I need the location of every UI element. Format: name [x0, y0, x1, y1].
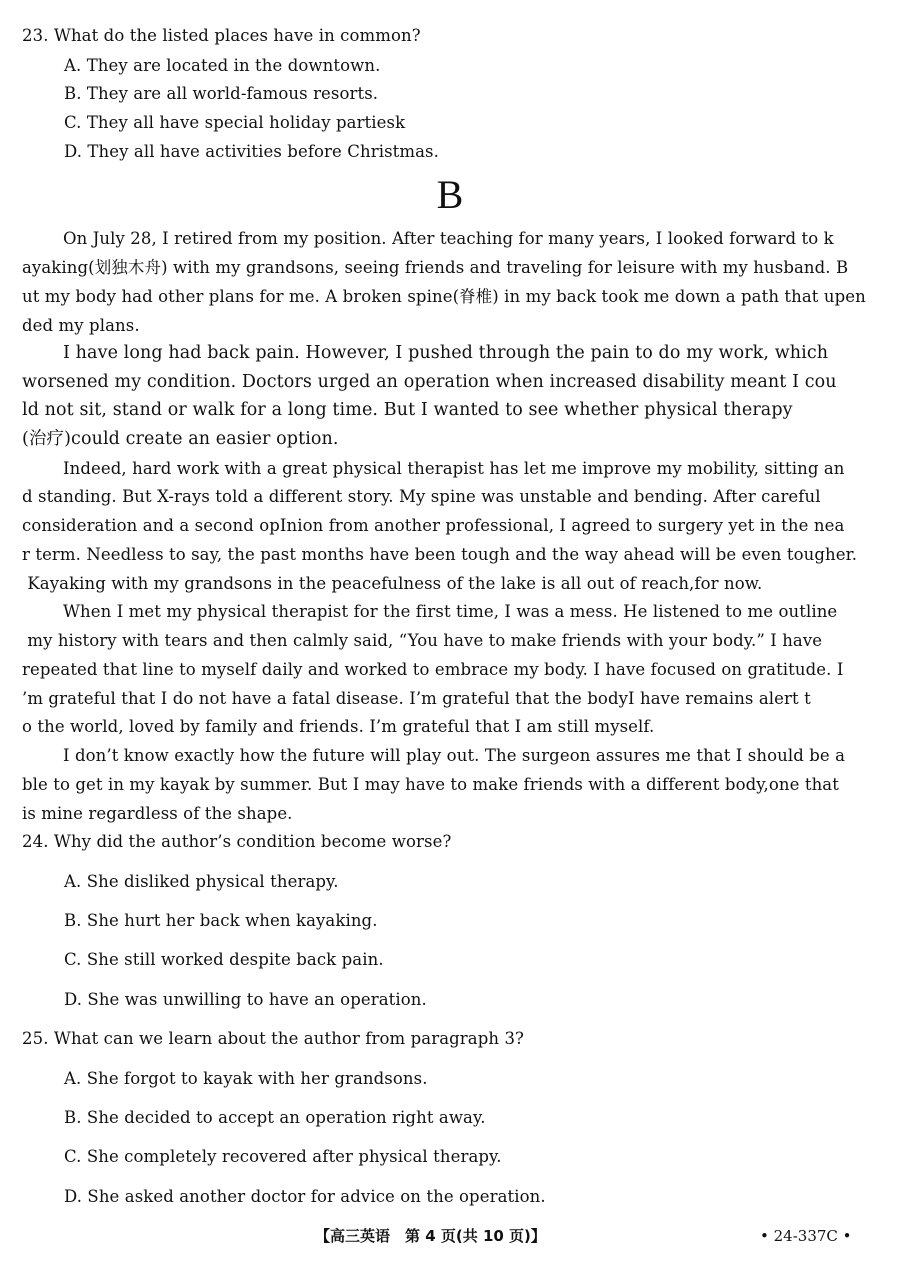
passage-line: is mine regardless of the shape. [22, 804, 293, 823]
passage-line: (治疗)could create an easier option. [22, 429, 339, 449]
passage-line: o the world, loved by family and friends. I’m grateful that I am still myself. [22, 717, 655, 736]
page-footer-label: 【高三英语 第 4 页(共 10 页)】 [315, 1227, 546, 1245]
passage-line: d standing. But X-rays told a different story. My spine was unstable and bending. After careful [22, 487, 821, 506]
question-24-option-c: C. She still worked despite back pain. [64, 950, 384, 969]
passage-line: worsened my condition. Doctors urged an operation when increased disability meant I cou [22, 372, 837, 392]
passage-line: ble to get in my kayak by summer. But I may have to make friends with a different body,one that [22, 775, 839, 794]
passage-line: repeated that line to myself daily and worked to embrace my body. I have focused on gratitude. I [22, 660, 844, 679]
question-25-option-b: B. She decided to accept an operation right away. [64, 1108, 486, 1127]
passage-line: consideration and a second opInion from another professional, I agreed to surgery yet in the nea [22, 516, 845, 535]
passage-line: ’m grateful that I do not have a fatal disease. I’m grateful that the bodyI have remains alert t [22, 689, 811, 708]
passage-line: ayaking(划独木舟) with my grandsons, seeing friends and traveling for leisure with my husband. B [22, 258, 849, 277]
question-25-option-d: D. She asked another doctor for advice on the operation. [64, 1187, 546, 1206]
question-25-option-c: C. She completely recovered after physical therapy. [64, 1147, 502, 1166]
question-25-option-a: A. She forgot to kayak with her grandsons. [64, 1069, 428, 1088]
question-25-stem: 25. What can we learn about the author from paragraph 3? [22, 1029, 525, 1048]
passage-line: I don’t know exactly how the future will play out. The surgeon assures me that I should be a [63, 746, 846, 765]
passage-line: ded my plans. [22, 316, 140, 335]
question-23-option-b: B. They are all world-famous resorts. [64, 84, 379, 103]
passage-line: ut my body had other plans for me. A broken spine(脊椎) in my back took me down a path that upen [22, 287, 866, 306]
passage-line: r term. Needless to say, the past months have been tough and the way ahead will be even tougher. [22, 545, 858, 564]
question-23-stem: 23. What do the listed places have in common? [22, 26, 421, 45]
question-24-option-a: A. She disliked physical therapy. [64, 872, 339, 891]
passage-line: When I met my physical therapist for the first time, I was a mess. He listened to me outline [63, 602, 838, 621]
question-24-option-d: D. She was unwilling to have an operation. [64, 990, 427, 1009]
passage-line: my history with tears and then calmly said, “You have to make friends with your body.” I have [22, 631, 823, 650]
page-footer-code: • 24-337C • [760, 1227, 852, 1245]
question-23-option-c: C. They all have special holiday partiesk [64, 113, 406, 132]
question-23-option-a: A. They are located in the downtown. [64, 56, 381, 75]
passage-line: ld not sit, stand or walk for a long time. But I wanted to see whether physical therapy [22, 400, 793, 420]
passage-line: Indeed, hard work with a great physical therapist has let me improve my mobility, sitting an [63, 459, 845, 478]
question-24-stem: 24. Why did the author’s condition become worse? [22, 832, 452, 851]
question-24-option-b: B. She hurt her back when kayaking. [64, 911, 378, 930]
passage-line: Kayaking with my grandsons in the peacefulness of the lake is all out of reach,for now. [22, 574, 763, 593]
passage-line: On July 28, I retired from my position. After teaching for many years, I looked forward to k [63, 229, 834, 248]
section-title: B [436, 172, 464, 217]
question-23-option-d: D. They all have activities before Christmas. [64, 142, 439, 161]
passage-line: I have long had back pain. However, I pushed through the pain to do my work, which [63, 343, 829, 363]
